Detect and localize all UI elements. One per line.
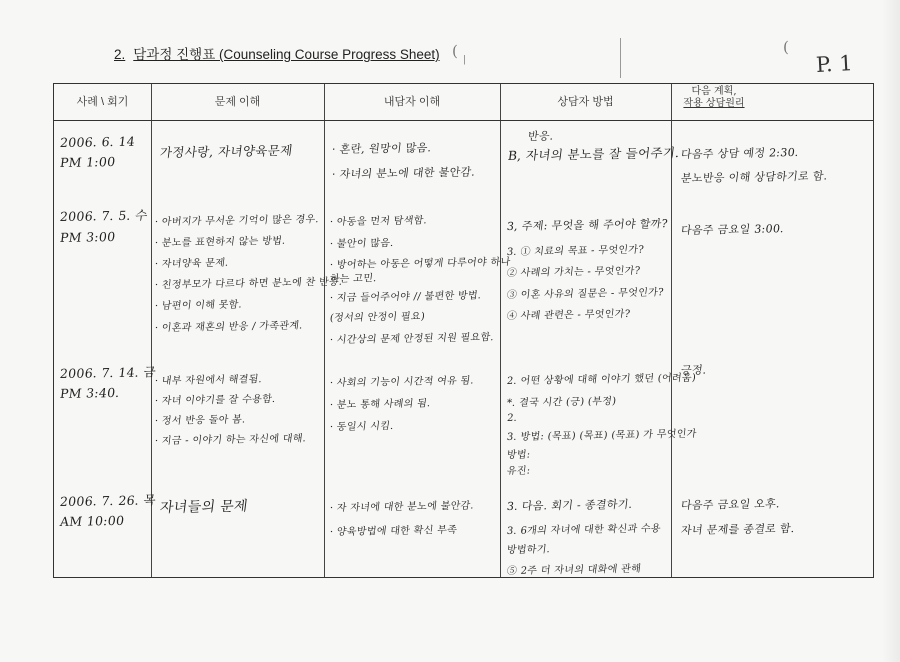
column-divider [500, 84, 501, 577]
margin-mark: ( [783, 38, 789, 56]
header-method: 상담자 방법 [557, 95, 614, 108]
client-text: · 지금 들어주어야 // 불편한 방법. [329, 290, 482, 304]
method-text: ⑤ 2주 더 자녀의 대화에 관해 [506, 563, 642, 577]
page-number: P. 1 [815, 51, 854, 77]
margin-mark: | [463, 55, 467, 65]
method-text: 방법하기. [506, 544, 551, 556]
problem-text: · 분노를 표현하지 않는 방법. [154, 235, 287, 249]
scan-mark-line [620, 38, 621, 78]
method-text: ② 사례의 가치는 - 무엇인가? [506, 265, 641, 279]
method-text: ④ 사례 관련은 - 무엇인가? [506, 308, 631, 322]
client-text: · 분노 통해 사례의 됨. [329, 398, 432, 411]
header-next-line2: 작용 상담원리 [683, 98, 745, 109]
client-text: · 양육방법에 대한 확신 부족 [329, 524, 458, 538]
problem-text: · 이혼과 재혼의 반응 / 가족관계. [154, 320, 304, 334]
problem-text: · 정서 반응 돌아 봄. [154, 414, 247, 427]
method-text: 3. 다음. 회기 - 종결하기. [506, 497, 634, 513]
session-date: 2006. 7. 26. 목 [59, 492, 157, 509]
client-text: · 동일시 시킴. [329, 420, 395, 433]
problem-text: · 지금 - 이야기 하는 자신에 대해. [154, 433, 307, 447]
document-title [114, 43, 440, 63]
header-client: 내담자 이해 [383, 95, 441, 108]
method-text: *. 결국 시간 (긍) (부정) [506, 396, 617, 409]
next-plan-text: 긍정. [680, 363, 708, 377]
method-text: B, 자녀의 분노를 잘 들어주기. [507, 145, 681, 163]
problem-text: · 자녀 이야기를 잘 수용함. [154, 393, 277, 407]
method-text: 방법: [506, 449, 532, 461]
client-text: · 자 자녀에 대한 분노에 불안감. [329, 500, 475, 514]
header-divider [54, 120, 873, 121]
client-text: · 혼란, 원망이 많음. [331, 141, 433, 156]
session-date: 2006. 7. 14. 금 [59, 364, 157, 381]
session-date: 2006. 6. 14 [59, 133, 136, 150]
problem-text: · 아버지가 무서운 기억이 많은 경우. [154, 214, 320, 228]
method-text: 3. ① 치료의 목표 - 무엇인가? [506, 244, 645, 258]
method-text: 반응. [527, 129, 555, 143]
problem-text: · 친정부모가 다르다 하면 분노에 찬 반응. [154, 276, 344, 291]
column-divider [324, 84, 325, 577]
method-text: 2. [506, 412, 518, 424]
header-session: 사례 \ 회기 [76, 95, 129, 108]
client-text: · 불안이 많음. [329, 237, 395, 250]
header-problem: 문제 이해 [214, 95, 261, 108]
method-text: 유진: [506, 465, 532, 477]
next-plan-text: 다음주 금요일 3:00. [680, 222, 785, 237]
method-text: ③ 이혼 사유의 질문은 - 무엇인가? [506, 287, 665, 301]
title-text: 담과정 진행표 (Counseling Course Progress Sheet) [133, 47, 440, 62]
problem-text: 자녀들의 문제 [158, 498, 249, 516]
client-text: · 시간상의 문제 안정된 지원 필요함. [329, 332, 495, 346]
problem-text: · 자녀양육 문제. [154, 257, 230, 270]
session-time: PM 3:40. [59, 384, 121, 401]
client-text: · 사회의 기능이 시간적 여유 됨. [329, 375, 475, 389]
next-plan-text: 분노반응 이해 상담하기로 함. [680, 169, 829, 185]
next-plan-text: 다음주 상담 예정 2:30. [680, 145, 800, 161]
session-time: PM 1:00 [59, 154, 117, 170]
client-text: · 자녀의 분노에 대한 불안감. [331, 165, 477, 181]
problem-text: 가정사랑, 자녀양육문제 [159, 142, 294, 160]
problem-text: · 내부 자원에서 해결됨. [154, 374, 263, 387]
method-text: 3. 6개의 자녀에 대한 확신과 수용 [506, 523, 662, 537]
client-text: · 방어하는 아동은 어떻게 다루어야 하나 [329, 256, 512, 271]
title-number: 2. [114, 47, 126, 62]
header-next-plan [629, 86, 799, 110]
method-text: 3, 주제: 무엇을 해 주어야 할까? [506, 217, 669, 233]
method-text: 3. 방법: (목표) (목표) (목표) 가 무엇인가 [506, 428, 698, 443]
client-text: · 아동을 먼저 탐색함. [329, 215, 428, 228]
session-date: 2006. 7. 5. 수 [59, 207, 149, 224]
client-text: (정서의 안정이 필요) [329, 311, 426, 324]
header-next-line1: 다음 계획, [691, 86, 737, 97]
margin-mark: ( [452, 42, 458, 60]
scan-edge-shadow [882, 0, 900, 662]
method-text: 2. 어떤 상황에 대해 이야기 했던 (어려움) [506, 372, 697, 387]
session-time: AM 10:00 [59, 512, 126, 529]
next-plan-text: 다음주 금요일 오후. [680, 497, 781, 512]
client-text: 하는 고민. [329, 273, 378, 285]
session-time: PM 3:00 [59, 229, 117, 245]
problem-text: · 남편이 이해 못함. [154, 299, 243, 312]
next-plan-text: 자녀 문제를 종결로 함. [680, 522, 796, 537]
